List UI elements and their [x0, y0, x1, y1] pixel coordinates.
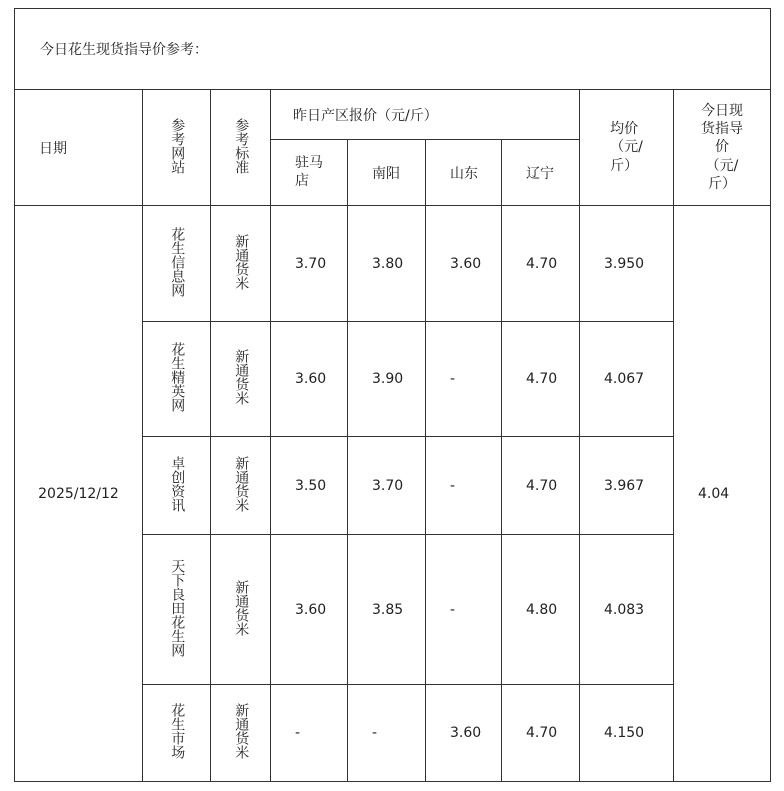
price-shandong: 3.60	[426, 206, 502, 322]
table-row	[15, 206, 771, 322]
price-average: 4.067	[580, 322, 674, 437]
price-nanyang: 3.85	[348, 535, 426, 685]
site-name: 天下良田花生网	[169, 558, 186, 657]
price-shandong: 3.60	[426, 685, 502, 782]
price-average: 3.967	[580, 437, 674, 535]
header-region-group: 昨日产区报价（元/斤）	[271, 90, 580, 140]
price-zhumadian: 3.70	[271, 206, 348, 322]
price-shandong: -	[426, 322, 502, 437]
price-nanyang: 3.90	[348, 322, 426, 437]
header-region-shandong: 山东	[426, 140, 502, 206]
price-liaoning: 4.80	[502, 535, 580, 685]
price-nanyang: 3.80	[348, 206, 426, 322]
price-liaoning: 4.70	[502, 322, 580, 437]
header-region-liaoning: 辽宁	[502, 140, 580, 206]
header-date: 日期	[15, 90, 143, 206]
price-zhumadian: 3.50	[271, 437, 348, 535]
price-shandong: -	[426, 535, 502, 685]
standard-name: 新通货米	[233, 579, 250, 636]
header-region-zhumadian: 驻马店	[271, 140, 348, 206]
guide-price-value: 4.04	[674, 206, 771, 782]
standard-name: 新通货米	[233, 233, 250, 290]
site-name: 花生精英网	[169, 342, 186, 412]
price-zhumadian: 3.60	[271, 322, 348, 437]
price-zhumadian: 3.60	[271, 535, 348, 685]
standard-name: 新通货米	[233, 349, 250, 405]
table-title: 今日花生现货指导价参考：	[15, 9, 771, 90]
price-liaoning: 4.70	[502, 437, 580, 535]
header-website: 参考网站	[143, 90, 211, 206]
price-table	[14, 8, 771, 782]
standard-name: 新通货米	[233, 455, 250, 512]
header-standard: 参考标准	[211, 90, 271, 206]
price-nanyang: 3.70	[348, 437, 426, 535]
header-region-nanyang: 南阳	[348, 140, 426, 206]
price-average: 3.950	[580, 206, 674, 322]
site-name: 卓创资讯	[169, 455, 186, 512]
price-nanyang: -	[348, 685, 426, 782]
price-zhumadian: -	[271, 685, 348, 782]
price-average: 4.083	[580, 535, 674, 685]
price-shandong: -	[426, 437, 502, 535]
date-cell: 2025/12/12	[15, 206, 143, 782]
price-liaoning: 4.70	[502, 685, 580, 782]
standard-name: 新通货米	[233, 703, 250, 759]
site-name: 花生信息网	[169, 226, 186, 297]
header-guide-price: 今日现 货指导 价 （元/ 斤）	[674, 90, 771, 206]
site-name: 花生市场	[169, 703, 186, 759]
price-liaoning: 4.70	[502, 206, 580, 322]
price-average: 4.150	[580, 685, 674, 782]
header-average: 均价 （元/ 斤）	[580, 90, 674, 206]
